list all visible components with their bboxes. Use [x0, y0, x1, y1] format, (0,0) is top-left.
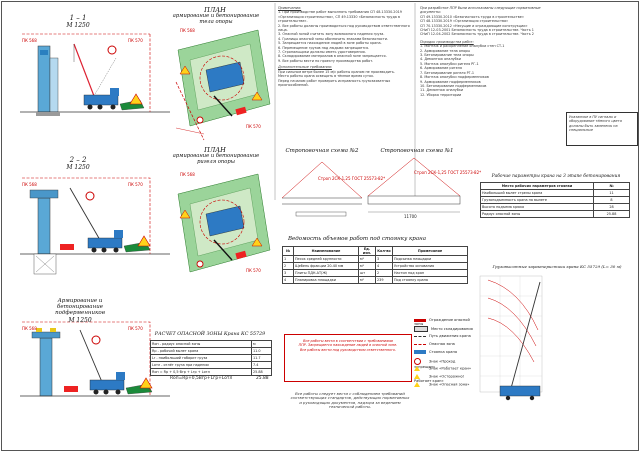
order-item: 6. Армирование ригеля	[420, 66, 462, 71]
table-row	[151, 341, 272, 348]
docs-heading: При разработке ППР были использованы следующие нормативные документы:	[420, 6, 541, 15]
table-cell: 2	[283, 263, 294, 270]
doc-item: СП 70.13330.2012 «Несущие и ограждающие конструкции»	[420, 23, 528, 28]
table-row	[283, 263, 468, 270]
table-cell: 8	[594, 197, 630, 204]
crane-warning-line: Все работы вести под руководством ответственного.	[299, 347, 397, 352]
danger-result: 25.88	[256, 376, 269, 381]
bottom-note-line: технической работы.	[328, 404, 372, 410]
table-cell: 3	[283, 270, 294, 277]
note-item: 3. Опасной зоной считать зону возможного падения груза.	[278, 32, 385, 37]
table-cell: Под стоянку крана	[393, 277, 468, 284]
table-row	[151, 362, 272, 369]
sling-2-title: Строповочная схема №2	[285, 148, 359, 154]
notes-heading: Примечания:	[278, 6, 302, 10]
section-1-scale: М 1250	[66, 22, 90, 29]
safety-item: Место работы крана освещать в тёмное время суток.	[278, 74, 375, 79]
order-item: 8. Монтаж опалубки подферменников	[420, 75, 489, 80]
table-row	[151, 355, 272, 362]
note-item: 5. Запрещается нахождение людей в зоне работы крана.	[278, 41, 382, 46]
legend-item	[414, 382, 469, 387]
table-cell: Песок средней крупности	[294, 256, 359, 263]
legend-label: Опасная зона	[429, 342, 455, 346]
table-cell: Плиты ПДН-АТ(Ж)	[294, 270, 359, 277]
legend-item	[414, 318, 474, 326]
table-cell: Грузоподъемность крана на вылете	[481, 197, 594, 204]
table-cell: 4	[283, 277, 294, 284]
note-item: 6. Перемещение грузов над людьми запрещается.	[278, 45, 370, 50]
volumes-header: Ед. изм.	[359, 247, 376, 256]
table-row	[481, 211, 630, 218]
crane-params-title: Рабочие параметры крана на 3 этапе бетонирования	[491, 174, 621, 179]
section-3-structure	[20, 322, 170, 396]
section-2-scale: М 1250	[66, 164, 90, 171]
sling-1-title: Строповочная схема №1	[380, 148, 454, 154]
danger-sign-icon	[414, 382, 420, 387]
safety-heading: Дополнительные требования:	[278, 65, 332, 70]
sling-1-label: Строп 2СК-1,25 ГОСТ 25573-82*	[414, 170, 482, 175]
legend-label: Знак «Опасная зона»	[429, 382, 470, 387]
section-1-structure	[20, 34, 170, 116]
crane-params-header: Место рабочих параметров стоянки	[481, 183, 594, 190]
warning-triangle-icon	[414, 366, 420, 371]
legend-item	[414, 334, 471, 338]
table-row	[481, 190, 630, 197]
pk-label: ПК 568	[180, 172, 195, 177]
bottom-note-line: Все работы следует вести с соблюдением требований	[295, 391, 405, 396]
table-cell: м³	[359, 263, 376, 270]
table-cell: 25.88	[594, 211, 630, 218]
table-row	[283, 270, 468, 277]
legend-label: Стоянка крана	[429, 350, 458, 354]
pk-label: ПК 568	[180, 28, 195, 33]
table-cell: Rоп - радиус опасной зоны	[151, 341, 252, 348]
safety-item: Перед началом работ проверить исправность грузозахватных приспособлений.	[278, 78, 391, 87]
table-cell: 239	[376, 277, 393, 284]
legend-label: Путь движения крана	[429, 334, 471, 338]
crane-position-icon	[414, 350, 426, 354]
table-cell: шт	[359, 270, 376, 277]
order-heading: Порядок производства работ:	[420, 39, 474, 44]
table-cell: Rоп = Rр + 0,5·Bгр + Lгр + Lотл	[151, 369, 252, 376]
order-item: 4. Демонтаж опалубки	[420, 57, 461, 62]
table-cell: Lотл - отлёт груза при падении	[151, 362, 252, 369]
table-cell: 25.88	[252, 369, 272, 376]
crane-params-header: №	[594, 183, 630, 190]
sling-scheme-1	[368, 158, 460, 212]
sling-scheme-2	[282, 162, 362, 216]
plan-2-subtitle: армирование и бетонирование ригеля опоры	[172, 153, 260, 165]
storage-icon	[414, 326, 428, 332]
danger-zone-icon	[414, 344, 426, 345]
section-3-title: Армирование и бетонирование подферменников	[55, 298, 105, 316]
plan-2-drawing	[178, 174, 270, 272]
table-cell: Устройство основания	[393, 263, 468, 270]
order-item: 5. Монтаж опалубки ригеля РГ-1	[420, 61, 479, 66]
order-item: 9. Армирование подферменников	[420, 79, 481, 84]
order-item: 11. Демонтаж опалубки	[420, 88, 464, 93]
crane-params-table	[480, 182, 630, 218]
plan-1-title: ПЛАН	[204, 6, 226, 14]
bottom-note-line: и руководящих документов, надзора за ведением	[299, 399, 401, 405]
doc-item: СНиП 12-03-2001 Безопасность труда в строительстве. Часть 1	[420, 28, 534, 33]
table-cell: Радиус опасной зоны	[481, 211, 594, 218]
table-cell: 11.0	[252, 348, 272, 355]
volumes-header: Кол-во	[376, 247, 393, 256]
no-entry-sign-icon	[414, 358, 421, 365]
sling-1-dim: 11700	[404, 214, 417, 219]
volumes-header: Наименование	[294, 247, 359, 256]
order-item: 10. Бетонирование подферменников	[420, 83, 487, 88]
order-item: 3. Бетонирование тела опоры	[420, 53, 474, 58]
table-row	[481, 204, 630, 211]
order-item: 1. Монтаж и раскрепление опалубки стен СТ-1	[420, 44, 505, 49]
legend-label: Знак «Проход запрещен»	[414, 359, 456, 369]
pk-label: ПК 570	[128, 182, 143, 187]
note-item: 9. Все работы вести по проекту производства работ.	[278, 58, 374, 63]
order-item: 12. Уборка территории	[420, 92, 462, 97]
legend-label: Место складирования	[431, 327, 473, 331]
crane-warning-text	[288, 339, 408, 352]
table-cell: Lr - наибольший габарит груза	[151, 355, 252, 362]
volumes-table	[282, 246, 468, 284]
order-item: 2. Армирование тела опоры	[420, 48, 471, 53]
table-cell: Планировка площадки	[294, 277, 359, 284]
note-item: 4. Границы опасной зоны обозначить знаками безопасности.	[278, 36, 389, 41]
legend-label: Ограждение опасной зоны	[414, 318, 470, 326]
sling-2-label: Строп 2СК-1,25 ГОСТ 25573-82*	[318, 176, 386, 181]
doc-item: СП 49.13330.2010 «Безопасность труда в строительстве»	[420, 14, 524, 19]
table-cell: 1	[283, 256, 294, 263]
note-item: 1. При производстве работ выполнять требования СП 48.13330.2019 «Организация строительства», СП 49.13330 «Безопасность труда в строительстве».	[278, 10, 402, 24]
path-icon	[414, 336, 426, 337]
doc-item: СП 48.13330.2019 «Организация строительства»	[420, 19, 509, 24]
pk-label: ПК 570	[246, 124, 261, 129]
crane-warning-line: Все работы вести в соответствии с требованиями	[303, 339, 393, 343]
table-cell: м²	[359, 277, 376, 284]
table-row	[151, 348, 272, 355]
pk-label: ПК 568	[22, 326, 37, 331]
crane-warning-box	[284, 334, 412, 382]
load-chart-title: Грузовысотные характеристики крана КС 55729 (L= 30 м)	[492, 264, 622, 269]
section-2-structure	[20, 178, 170, 274]
table-cell: 7.4	[252, 362, 272, 369]
section-3-scale: М 1250	[68, 317, 92, 324]
order-item: 7. Бетонирование ригеля РГ-1	[420, 70, 475, 75]
danger-calc-title: РАСЧЕТ ОПАСНОЙ ЗОНЫ Крана КС 55729	[154, 332, 266, 337]
normative-docs	[420, 6, 560, 97]
note-item: 2. Все работы должны производиться под руководством ответственного лица.	[278, 23, 410, 33]
table-cell: Щебень фракции 20-40 мм	[294, 263, 359, 270]
pk-label: ПК 570	[128, 326, 143, 331]
table-cell: 2	[376, 270, 393, 277]
volumes-title: Ведомость объемов работ под стоянку крана	[287, 236, 426, 242]
doc-item: СНиП 12-04-2002 Безопасность труда в строительстве. Часть 2	[420, 32, 534, 37]
table-cell: Настил под кран	[393, 270, 468, 277]
legend-item	[414, 366, 471, 371]
safety-item: При сильном ветре более 15 м/с работы краном не производить.	[278, 69, 395, 74]
danger-calc-table	[150, 340, 272, 376]
section-1-title: 1 – 1	[69, 14, 87, 22]
legend-item	[414, 326, 473, 332]
note-item: 7. Стропальщики должны иметь удостоверения.	[278, 50, 366, 55]
table-cell: 11.7	[252, 355, 272, 362]
warning-box	[566, 112, 638, 146]
plan-2-title: ПЛАН	[204, 146, 226, 154]
legend-item	[414, 342, 455, 346]
volumes-header: Примечание	[393, 247, 468, 256]
load-chart-grid	[480, 276, 542, 400]
warning-text: Указанные в ПУ сигналы и оборудование тёмного цвета должны быть заменены на специальные	[569, 115, 622, 133]
table-row	[481, 197, 630, 204]
table-cell: 4	[376, 263, 393, 270]
table-cell: 28	[594, 204, 630, 211]
table-row	[283, 277, 468, 284]
volumes-header: №	[283, 247, 294, 256]
table-row	[283, 256, 468, 263]
table-cell: Подсыпка площадки	[393, 256, 468, 263]
table-cell: Rр - рабочий вылет крана	[151, 348, 252, 355]
crane-warning-line: ППР. Запрещается нахождение людей в опасной зоне.	[298, 343, 398, 348]
table-cell: м	[252, 341, 272, 348]
danger-formula: Rоп=Rр+0,5Bгр+Lгр+Lотл	[170, 376, 233, 381]
table-row	[151, 369, 272, 376]
legend-label: Знак «Работает кран»	[429, 366, 472, 371]
bottom-note	[290, 392, 410, 410]
table-cell: 11	[594, 190, 630, 197]
legend-label: Знак «Осторожно! Работает кран»	[414, 374, 465, 383]
table-cell: м³	[359, 256, 376, 263]
table-cell: 3	[376, 256, 393, 263]
plan-1-subtitle: армирование и бетонирование тела опоры	[172, 13, 260, 25]
legend-item	[414, 350, 457, 354]
pk-label: ПК 570	[128, 38, 143, 43]
pk-label: ПК 568	[22, 182, 37, 187]
bottom-note-line: соответствующих стандартов, действующих нормативных	[290, 395, 410, 401]
notes-block	[278, 6, 412, 87]
pk-label: ПК 570	[246, 268, 261, 273]
note-item: 8. Складирование материалов в опасной зоне запрещается.	[278, 54, 387, 59]
table-cell: Высота подъема крюка	[481, 204, 594, 211]
section-2-title: 2 – 2	[69, 156, 87, 164]
table-cell: Наибольший вылет стрелы крана	[481, 190, 594, 197]
pk-label: ПК 568	[22, 38, 37, 43]
